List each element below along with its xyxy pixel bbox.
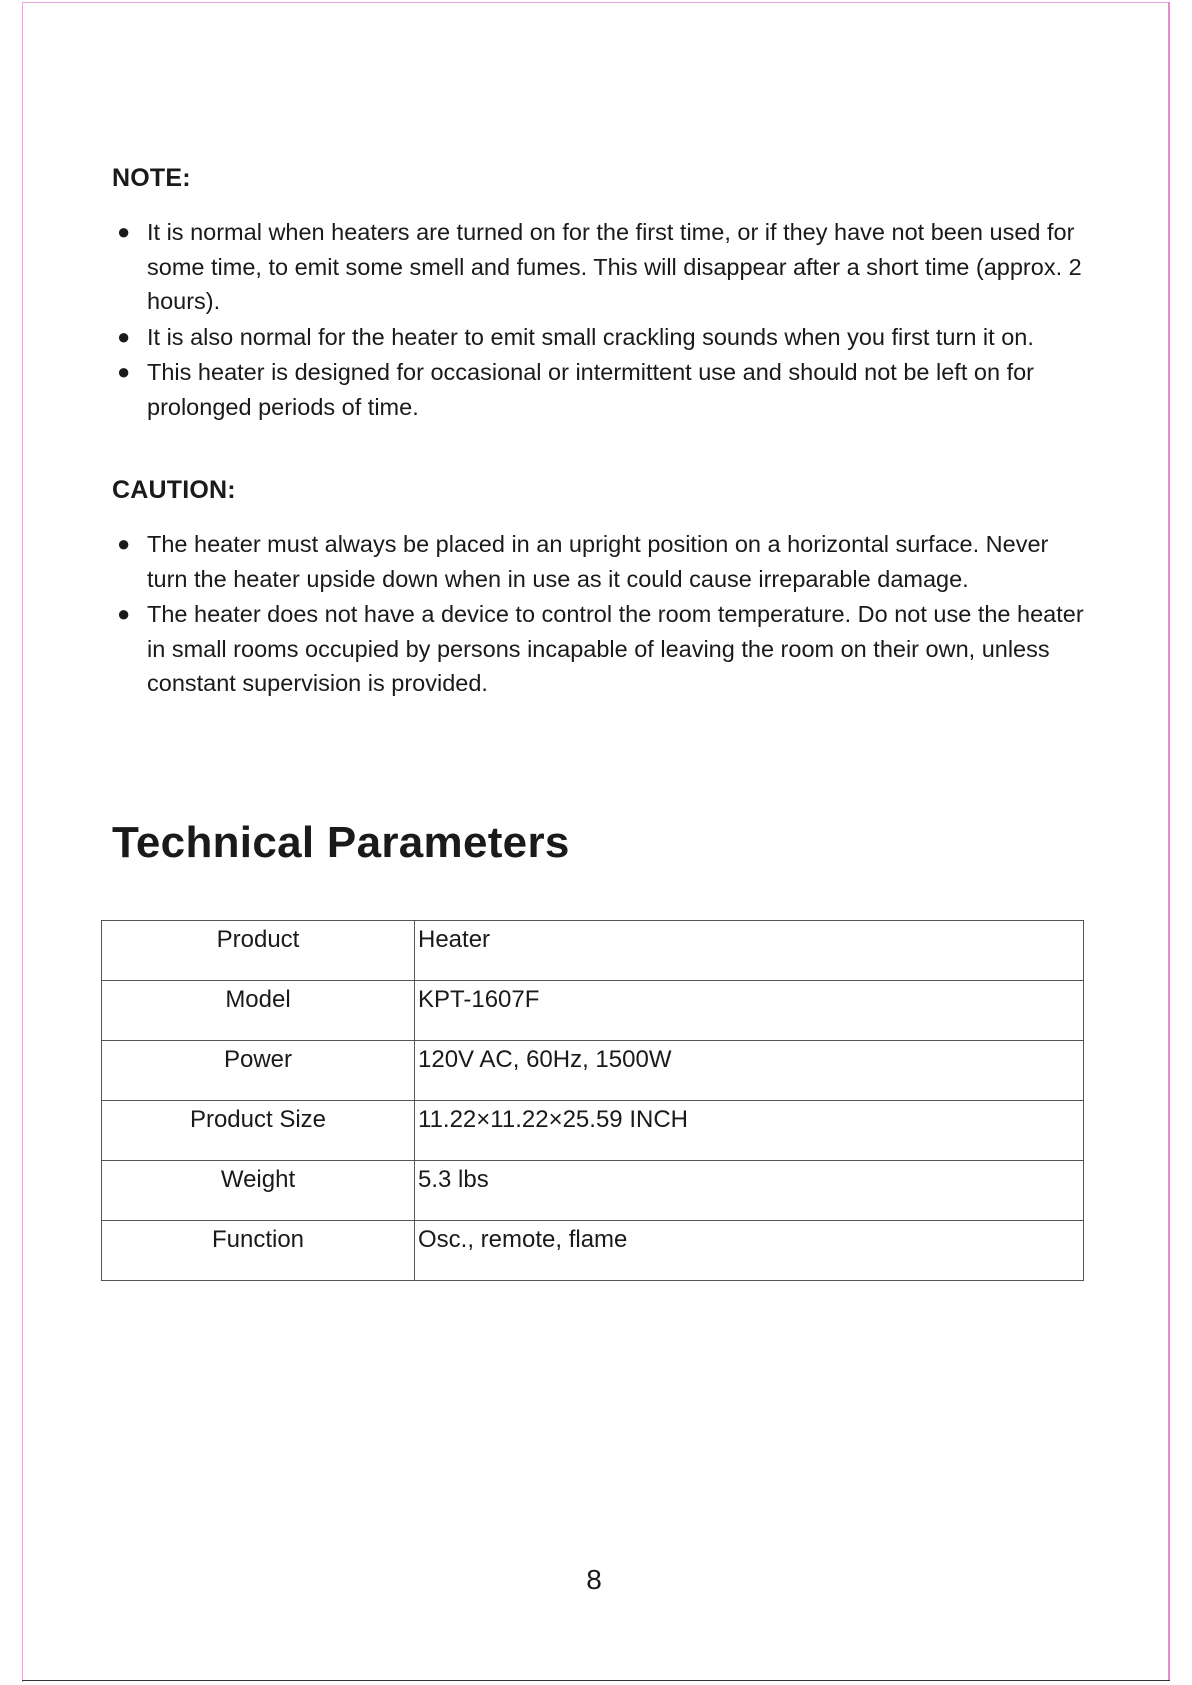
list-item <box>112 215 1087 319</box>
list-item <box>112 320 1087 355</box>
page-border-left <box>22 2 23 1682</box>
bullet-text: It is normal when heaters are turned on for the first time, or if they have not been used for some time, to emit some smell and fumes. This will disappear after a short time (approx. 2 hours). <box>147 219 1082 314</box>
list-item <box>112 527 1087 596</box>
spec-value: 120V AC, 60Hz, 1500W <box>415 1041 1084 1101</box>
bullet-icon: ● <box>117 359 131 384</box>
table-row <box>102 921 1084 981</box>
page-border-top <box>22 2 1170 3</box>
spec-label: Product Size <box>102 1101 415 1161</box>
spec-table <box>101 920 1084 1281</box>
spec-value: Osc., remote, flame <box>415 1221 1084 1281</box>
bullet-icon: ● <box>117 219 131 244</box>
spec-value: KPT-1607F <box>415 981 1084 1041</box>
spec-label: Weight <box>102 1161 415 1221</box>
bullet-text: This heater is designed for occasional or intermittent use and should not be left on for prolonged periods of time. <box>147 359 1034 420</box>
table-row <box>102 1041 1084 1101</box>
note-bullet-list <box>112 215 1087 425</box>
page-border-bottom <box>22 1680 1170 1681</box>
table-row <box>102 1101 1084 1161</box>
bullet-icon: ● <box>117 601 131 626</box>
spec-label: Model <box>102 981 415 1041</box>
spec-label: Product <box>102 921 415 981</box>
note-heading: NOTE: <box>112 164 191 192</box>
caution-heading: CAUTION: <box>112 476 236 504</box>
bullet-text: It is also normal for the heater to emit small crackling sounds when you first turn it on. <box>147 323 1034 350</box>
page-number: 8 <box>586 1564 602 1595</box>
table-row <box>102 981 1084 1041</box>
page-title: Technical Parameters <box>112 818 570 867</box>
table-row <box>102 1161 1084 1221</box>
bullet-icon: ● <box>117 531 131 556</box>
bullet-icon: ● <box>117 323 131 349</box>
list-item <box>112 355 1087 424</box>
spec-value: Heater <box>415 921 1084 981</box>
table-row <box>102 1221 1084 1281</box>
bullet-text: The heater must always be placed in an upright position on a horizontal surface. Never turn the heater upside down when in use as it could cause irreparable damage. <box>147 531 1049 592</box>
bullet-text: The heater does not have a device to control the room temperature. Do not use the heater in small rooms occupied by persons incapable of leaving the room on their own, unless constant supervision is provided. <box>147 601 1084 696</box>
caution-bullet-list <box>112 527 1087 702</box>
spec-value: 11.22×11.22×25.59 INCH <box>415 1101 1084 1161</box>
spec-label: Power <box>102 1041 415 1101</box>
list-item <box>112 597 1087 701</box>
spec-label: Function <box>102 1221 415 1281</box>
page-border-right <box>1168 2 1170 1680</box>
spec-value: 5.3 lbs <box>415 1161 1084 1221</box>
